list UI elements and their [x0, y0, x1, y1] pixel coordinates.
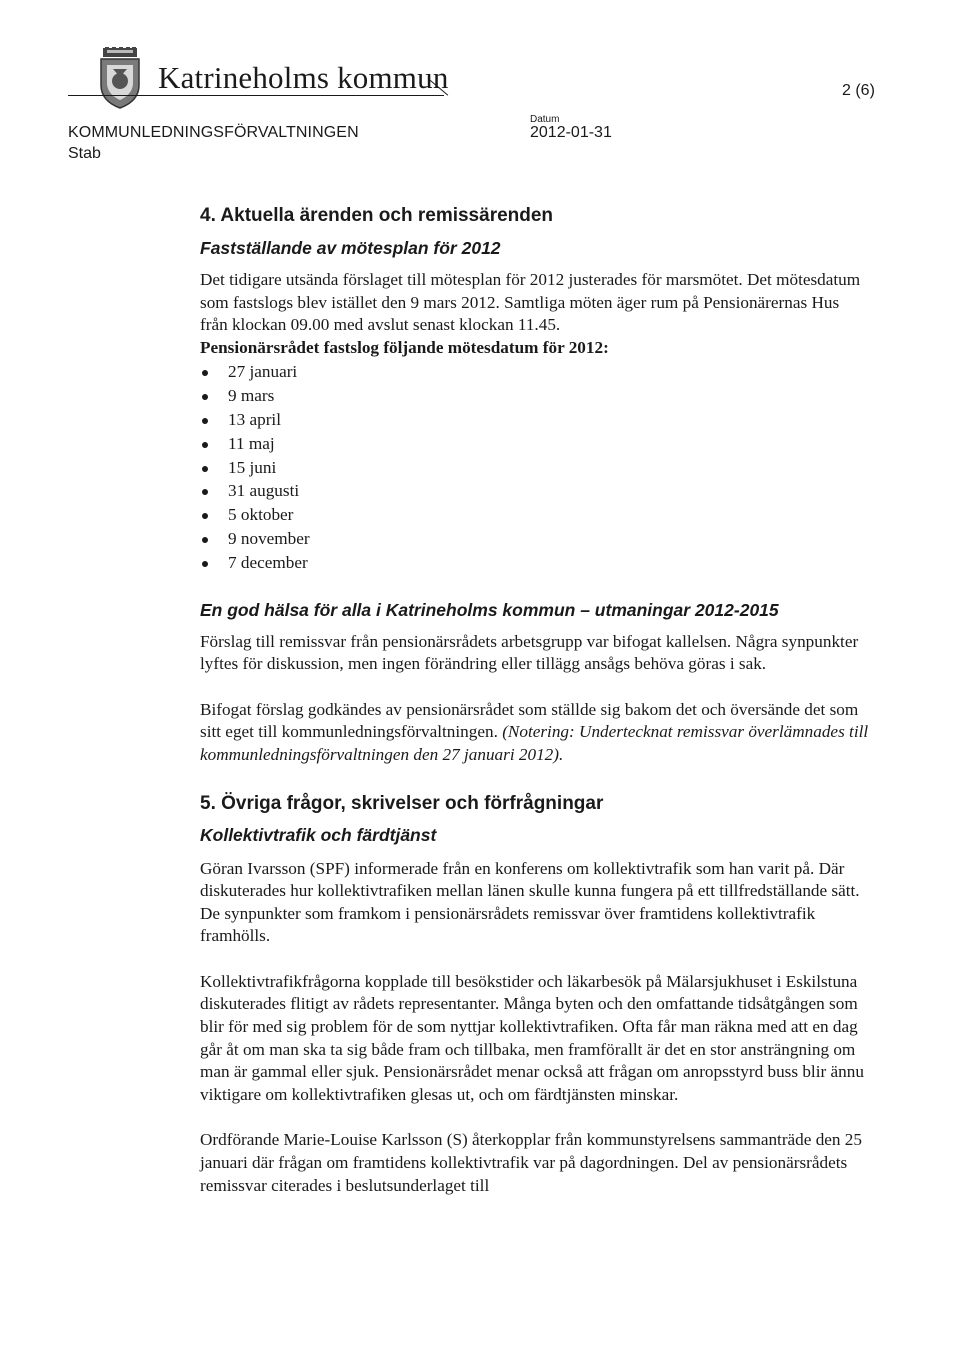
conference-paragraph: Göran Ivarsson (SPF) informerade från en konferens om kollektivtrafik som han varit på. Där diskuterades hur kollektivtrafiken mellan länen skulle kunna fungera på ett tillfredställande sätt. De synpunkter som framkom i pensionärsrådets remissvar över framtidens kollektivtrafik framhölls. [200, 858, 860, 946]
meeting-plan-subheading: Fastställande av mötesplan för 2012 [200, 238, 501, 258]
remiss-approval-text: Bifogat förslag godkändes av pensionärsrådet som ställde sig bakom det och översände det som sitt eget till kommunledningsförvaltningen. [200, 699, 859, 742]
remiss-approval-paragraph [200, 699, 870, 767]
public-transport-subheading: Kollektivtrafik och färdtjänst [200, 824, 437, 845]
meeting-dates-intro: Pensionärsrådet fastslog följande mötesdatum för 2012: [200, 337, 609, 357]
unit-name: Stab [68, 145, 101, 162]
meeting-dates-list [200, 360, 870, 574]
list-item: 5 oktober [200, 503, 870, 527]
department-name: KOMMUNLEDNINGSFÖRVALTNINGEN [68, 124, 359, 141]
meeting-plan-paragraph: Det tidigare utsända förslaget till mötesplan för 2012 justerades för marsmötet. Det mötesdatum som fastslogs blev istället den 9 mars 2012. Samtliga möten äger rum på Pensionärernas Hus från klockan 09.00 med avslut senast klockan 11.45. [200, 270, 861, 335]
organization-name: Katrineholms kommun [158, 60, 449, 95]
remiss-note: (Notering: Undertecknat remissvar överlämnades till kommunledningsförvaltningen den 27 januari 2012). [200, 722, 869, 764]
list-item: 27 januari [200, 360, 870, 384]
list-item: 7 december [200, 551, 870, 575]
health-strategy-subheading: En god hälsa för alla i Katrineholms kommun – utmaningar 2012-2015 [200, 599, 779, 620]
section-5-heading: 5. Övriga frågor, skrivelser och förfrågningar [200, 792, 604, 814]
page-number: 2 (6) [842, 82, 875, 99]
list-item: 13 april [200, 408, 870, 432]
list-item: 11 maj [200, 432, 870, 456]
section-4-heading: 4. Aktuella ärenden och remissärenden [200, 205, 554, 226]
list-item: 31 augusti [200, 479, 870, 503]
list-item: 15 juni [200, 456, 870, 480]
date-label: Datum [530, 114, 560, 125]
list-item: 9 mars [200, 384, 870, 408]
list-item: 9 november [200, 527, 870, 551]
header-rule [68, 95, 444, 96]
chair-report-paragraph: Ordförande Marie-Louise Karlsson (S) återkopplar från kommunstyrelsens sammanträde den 25 januari där frågan om framtidens kollektivtrafik var på dagordningen. Del av pensionärsrådets remissvar citerades i beslutsunderlaget till [200, 1130, 862, 1195]
document-body [200, 204, 870, 1197]
hospital-transport-paragraph: Kollektivtrafikfrågorna kopplade till besökstider och läkarbesök på Mälarsjukhuset i Eskilstuna diskuterades flitigt av rådets representanter. Många byten och den omfattande tidsåtgången som blir för med sig problem för de som nyttjar kollektivtrafiken. Ofta får man räkna med att en dag går åt om man ska ta sig både fram och tillbaka, men framförallt är det en stor ansträngning om man är gammal eller sjuk. Pensionärsrådet menar också att frågan om anropsstyrd buss blir ännu viktigare om kollektivtrafiken glesas ut, och om färdtjänsten minskar. [200, 971, 864, 1104]
document-date: 2012-01-31 [530, 124, 612, 141]
remiss-proposal-paragraph: Förslag till remissvar från pensionärsrådets arbetsgrupp var bifogat kallelsen. Några synpunkter lyftes för diskussion, men ingen förändring eller tillägg ansågs behöva göras i sak. [200, 631, 859, 674]
coat-of-arms-logo [95, 47, 145, 109]
